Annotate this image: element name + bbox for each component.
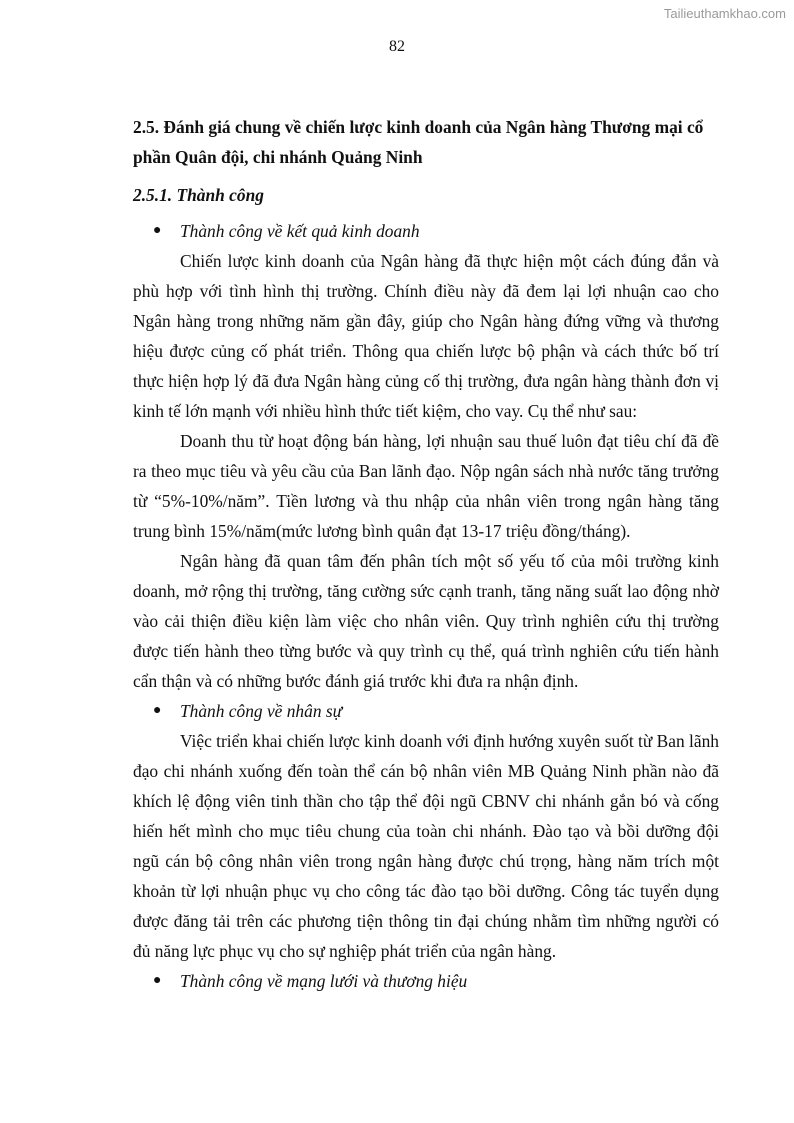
document-body	[133, 112, 719, 996]
bullet-icon: ●	[153, 703, 162, 718]
bullet-text: Thành công về mạng lưới và thương hiệu	[180, 971, 468, 991]
bullet-item	[133, 966, 719, 996]
bullet-icon: ●	[153, 973, 162, 988]
section-heading: 2.5. Đánh giá chung về chiến lược kinh doanh của Ngân hàng Thương mại cổ phần Quân đội, chi nhánh Quảng Ninh	[133, 117, 704, 167]
bullet-item	[133, 216, 719, 246]
paragraph: Chiến lược kinh doanh của Ngân hàng đã thực hiện một cách đúng đắn và phù hợp với tình hình thị trường. Chính điều này đã đem lại lợi nhuận cao cho Ngân hàng trong những năm gần đây, giúp cho Ngân hàng đứng vững và thương hiệu được củng cố phát triển. Thông qua chiến lược bộ phận và cách thức bố trí thực hiện hợp lý đã đưa Ngân hàng củng cố thị trường, đưa ngân hàng thành đơn vị kinh tế lớn mạnh với nhiều hình thức tiết kiệm, cho vay. Cụ thể như sau:	[133, 251, 719, 421]
watermark: Tailieuthamkhao.com	[663, 6, 786, 21]
bullet-icon: ●	[153, 223, 162, 238]
paragraph: Doanh thu từ hoạt động bán hàng, lợi nhuận sau thuế luôn đạt tiêu chí đã đề ra theo mục tiêu và yêu cầu của Ban lãnh đạo. Nộp ngân sách nhà nước tăng trưởng từ “5%-10%/năm”. Tiền lương và thu nhập của nhân viên trong ngân hàng tăng trung bình 15%/năm(mức lương bình quân đạt 13-17 triệu đồng/tháng).	[133, 431, 719, 541]
bullet-item	[133, 696, 719, 726]
bullet-text: Thành công về kết quả kinh doanh	[180, 221, 420, 241]
paragraph: Ngân hàng đã quan tâm đến phân tích một số yếu tố của môi trường kinh doanh, mở rộng thị trường, tăng cường sức cạnh tranh, tăng năng suất lao động nhờ vào cải thiện điều kiện làm việc cho nhân viên. Quy trình nghiên cứu thị trường được tiến hành theo từng bước và quy trình cụ thể, quá trình nghiên cứu tiến hành cẩn thận và có những bước đánh giá trước khi đưa ra nhận định.	[133, 551, 719, 691]
paragraph: Việc triển khai chiến lược kinh doanh với định hướng xuyên suốt từ Ban lãnh đạo chi nhánh xuống đến toàn thể cán bộ nhân viên MB Quảng Ninh phần nào đã khích lệ động viên tinh thần cho tập thể đội ngũ CBNV chi nhánh gắn bó và cống hiến hết mình cho mục tiêu chung của toàn chi nhánh. Đào tạo và bồi dưỡng đội ngũ cán bộ công nhân viên trong ngân hàng được chú trọng, hàng năm trích một khoản từ lợi nhuận phục vụ cho công tác đào tạo bồi dưỡng. Công tác tuyển dụng được đăng tải trên các phương tiện thông tin đại chúng nhằm tìm những người có đủ năng lực phục vụ cho sự nghiệp phát triển của ngân hàng.	[133, 731, 719, 961]
subsection-heading: 2.5.1. Thành công	[133, 185, 264, 205]
bullet-text: Thành công về nhân sự	[180, 701, 343, 721]
page-number: 82	[389, 38, 405, 55]
